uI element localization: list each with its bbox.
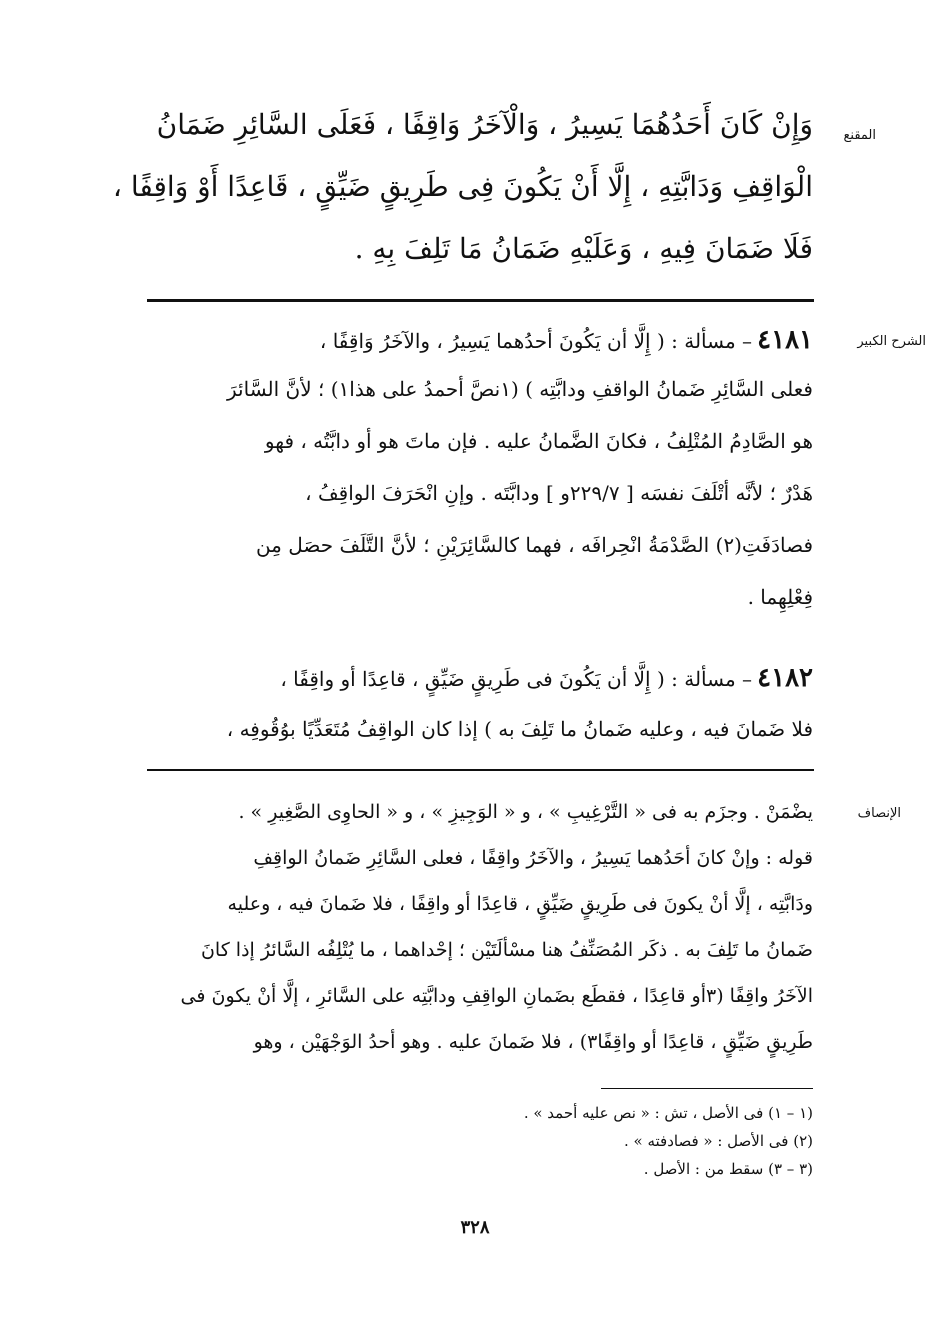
- insaf-text: [113, 801, 813, 1071]
- sharh-line: فصادَفَتِ(٢) الصَّدْمَةُ انْحِرافَه ، فهما كالسَّائِرَيْنِ ؛ لأنَّ التَّلَفَ حصَل مِن: [255, 533, 813, 557]
- sharh-line: فلا ضَمانَ فيه ، وعليه ضَمانُ ما تَلِفَ به ) إذا كان الواقِفُ مُتَعَدِّيًا بوُقُوفِه ،: [226, 717, 813, 741]
- insaf-line: يضْمَنْ . وجزَم به فى « التَّرْغِيبِ » ، و « الوَجِيزِ » ، و « الحاوِى الصَّغِيرِ » .: [238, 801, 813, 823]
- insaf-line: قوله : وإنْ كانَ أحَدُهما يَسِيرُ ، والآخَرُ واقِفًا ، فعلى السَّائِرِ ضَمانُ الواقِفِ: [253, 847, 813, 869]
- sharh-masala-4181: [113, 325, 813, 615]
- sharh-line: فِعْلِهِما .: [747, 585, 813, 609]
- section-divider: [147, 769, 814, 771]
- sharh-line: هَدْرٌ ؛ لأنَّه أتْلَفَ نفسَه [ ٢٢٩/٧و ] ودابَّتَه . وإنِ انْحَرَفَ الواقِفُ ،: [305, 481, 813, 505]
- muqni-line: وَإِنْ كَانَ أَحَدُهُمَا يَسِيرُ ، وَالْآخَرُ وَاقِفًا ، فَعَلَى السَّائِرِ ضَمَانُ: [156, 108, 813, 141]
- masala-first-line: [280, 663, 813, 693]
- insaf-line: الآخَرُ واقِفًا (٣أو قاعِدًا ، فقطَع بضَمانِ الواقِفِ ودابَّتِه على السَّائرِ ، إلَّا أنْ يكونَ فى: [180, 985, 813, 1007]
- footnote: (٢) فى الأصل : « فصادفته » .: [624, 1132, 813, 1150]
- footnote-divider: [601, 1088, 813, 1089]
- footnotes: [313, 1104, 813, 1194]
- muqni-text: [113, 108, 813, 278]
- muqni-line: فَلَا ضَمَانَ فِيهِ ، وَعَلَيْهِ ضَمَانُ مَا تَلِفَ بِهِ .: [354, 232, 813, 265]
- sharh-line: – مسألة : ( إِلَّا أن يَكُونَ أحدُهما يَسِيرُ ، والآخَرُ وَاقِفًا ،: [319, 329, 753, 353]
- footnote: (٣ – ٣) سقط من : الأصل .: [643, 1160, 813, 1178]
- masala-first-line: [320, 325, 813, 355]
- label-insaf: الإنصاف: [857, 806, 901, 821]
- sharh-line: – مسألة : ( إِلَّا أن يَكُونَ فى طَرِيقٍ ضَيِّقٍ ، قاعِدًا أو واقِفًا ،: [280, 667, 753, 691]
- insaf-line: ودَابَّتِه ، إلَّا أنْ يكونَ فى طَرِيقٍ ضَيِّقٍ ، قاعِدًا أو واقِفًا ، فلا ضَمانَ فيه ، وعليه: [227, 893, 813, 915]
- sharh-line: هو الصَّادِمُ المُتْلِفُ ، فكانَ الضَّمانُ عليه . فإن ماتَ هو أو دابَّتُه ، فهو: [264, 429, 813, 453]
- footnote: (١ – ١) فى الأصل ، تش : « نص عليه أحمد » .: [523, 1104, 813, 1122]
- sharh-masala-4182: [113, 663, 813, 753]
- insaf-line: ضَمانُ ما تَلِفَ به . ذكَر المُصَنِّفُ هنا مسْألَتَيْن ؛ إحْداهما ، ما يُتْلِفُه السَّائرُ إذا كانَ: [200, 939, 813, 961]
- label-sharh: الشرح الكبير: [857, 334, 926, 349]
- masala-number: ٤١٨٢: [757, 663, 813, 693]
- muqni-line: الْوَاقِفِ وَدَابَّتِهِ ، إِلَّا أَنْ يَكُونَ فِى طَرِيقٍ ضَيِّقٍ ، قَاعِدًا أَوْ وَاقِفًا ،: [112, 170, 813, 203]
- masala-number: ٤١٨١: [757, 325, 813, 355]
- section-divider: [147, 299, 814, 302]
- page-number: ٣٢٨: [460, 1217, 490, 1238]
- sharh-line: فعلى السَّائِرِ ضَمانُ الواقفِ ودابَّتِه ) (١نصَّ أحمدُ على هذا١) ؛ لأنَّ السَّائرَ: [227, 377, 813, 401]
- label-muqni: المقنع: [843, 128, 876, 143]
- insaf-line: طَرِيقٍ ضَيِّقٍ ، قاعِدًا أو واقِفًا٣) ، فلا ضَمانَ عليه . وهو أحدُ الوَجْهَيْن ، وهو: [253, 1031, 813, 1053]
